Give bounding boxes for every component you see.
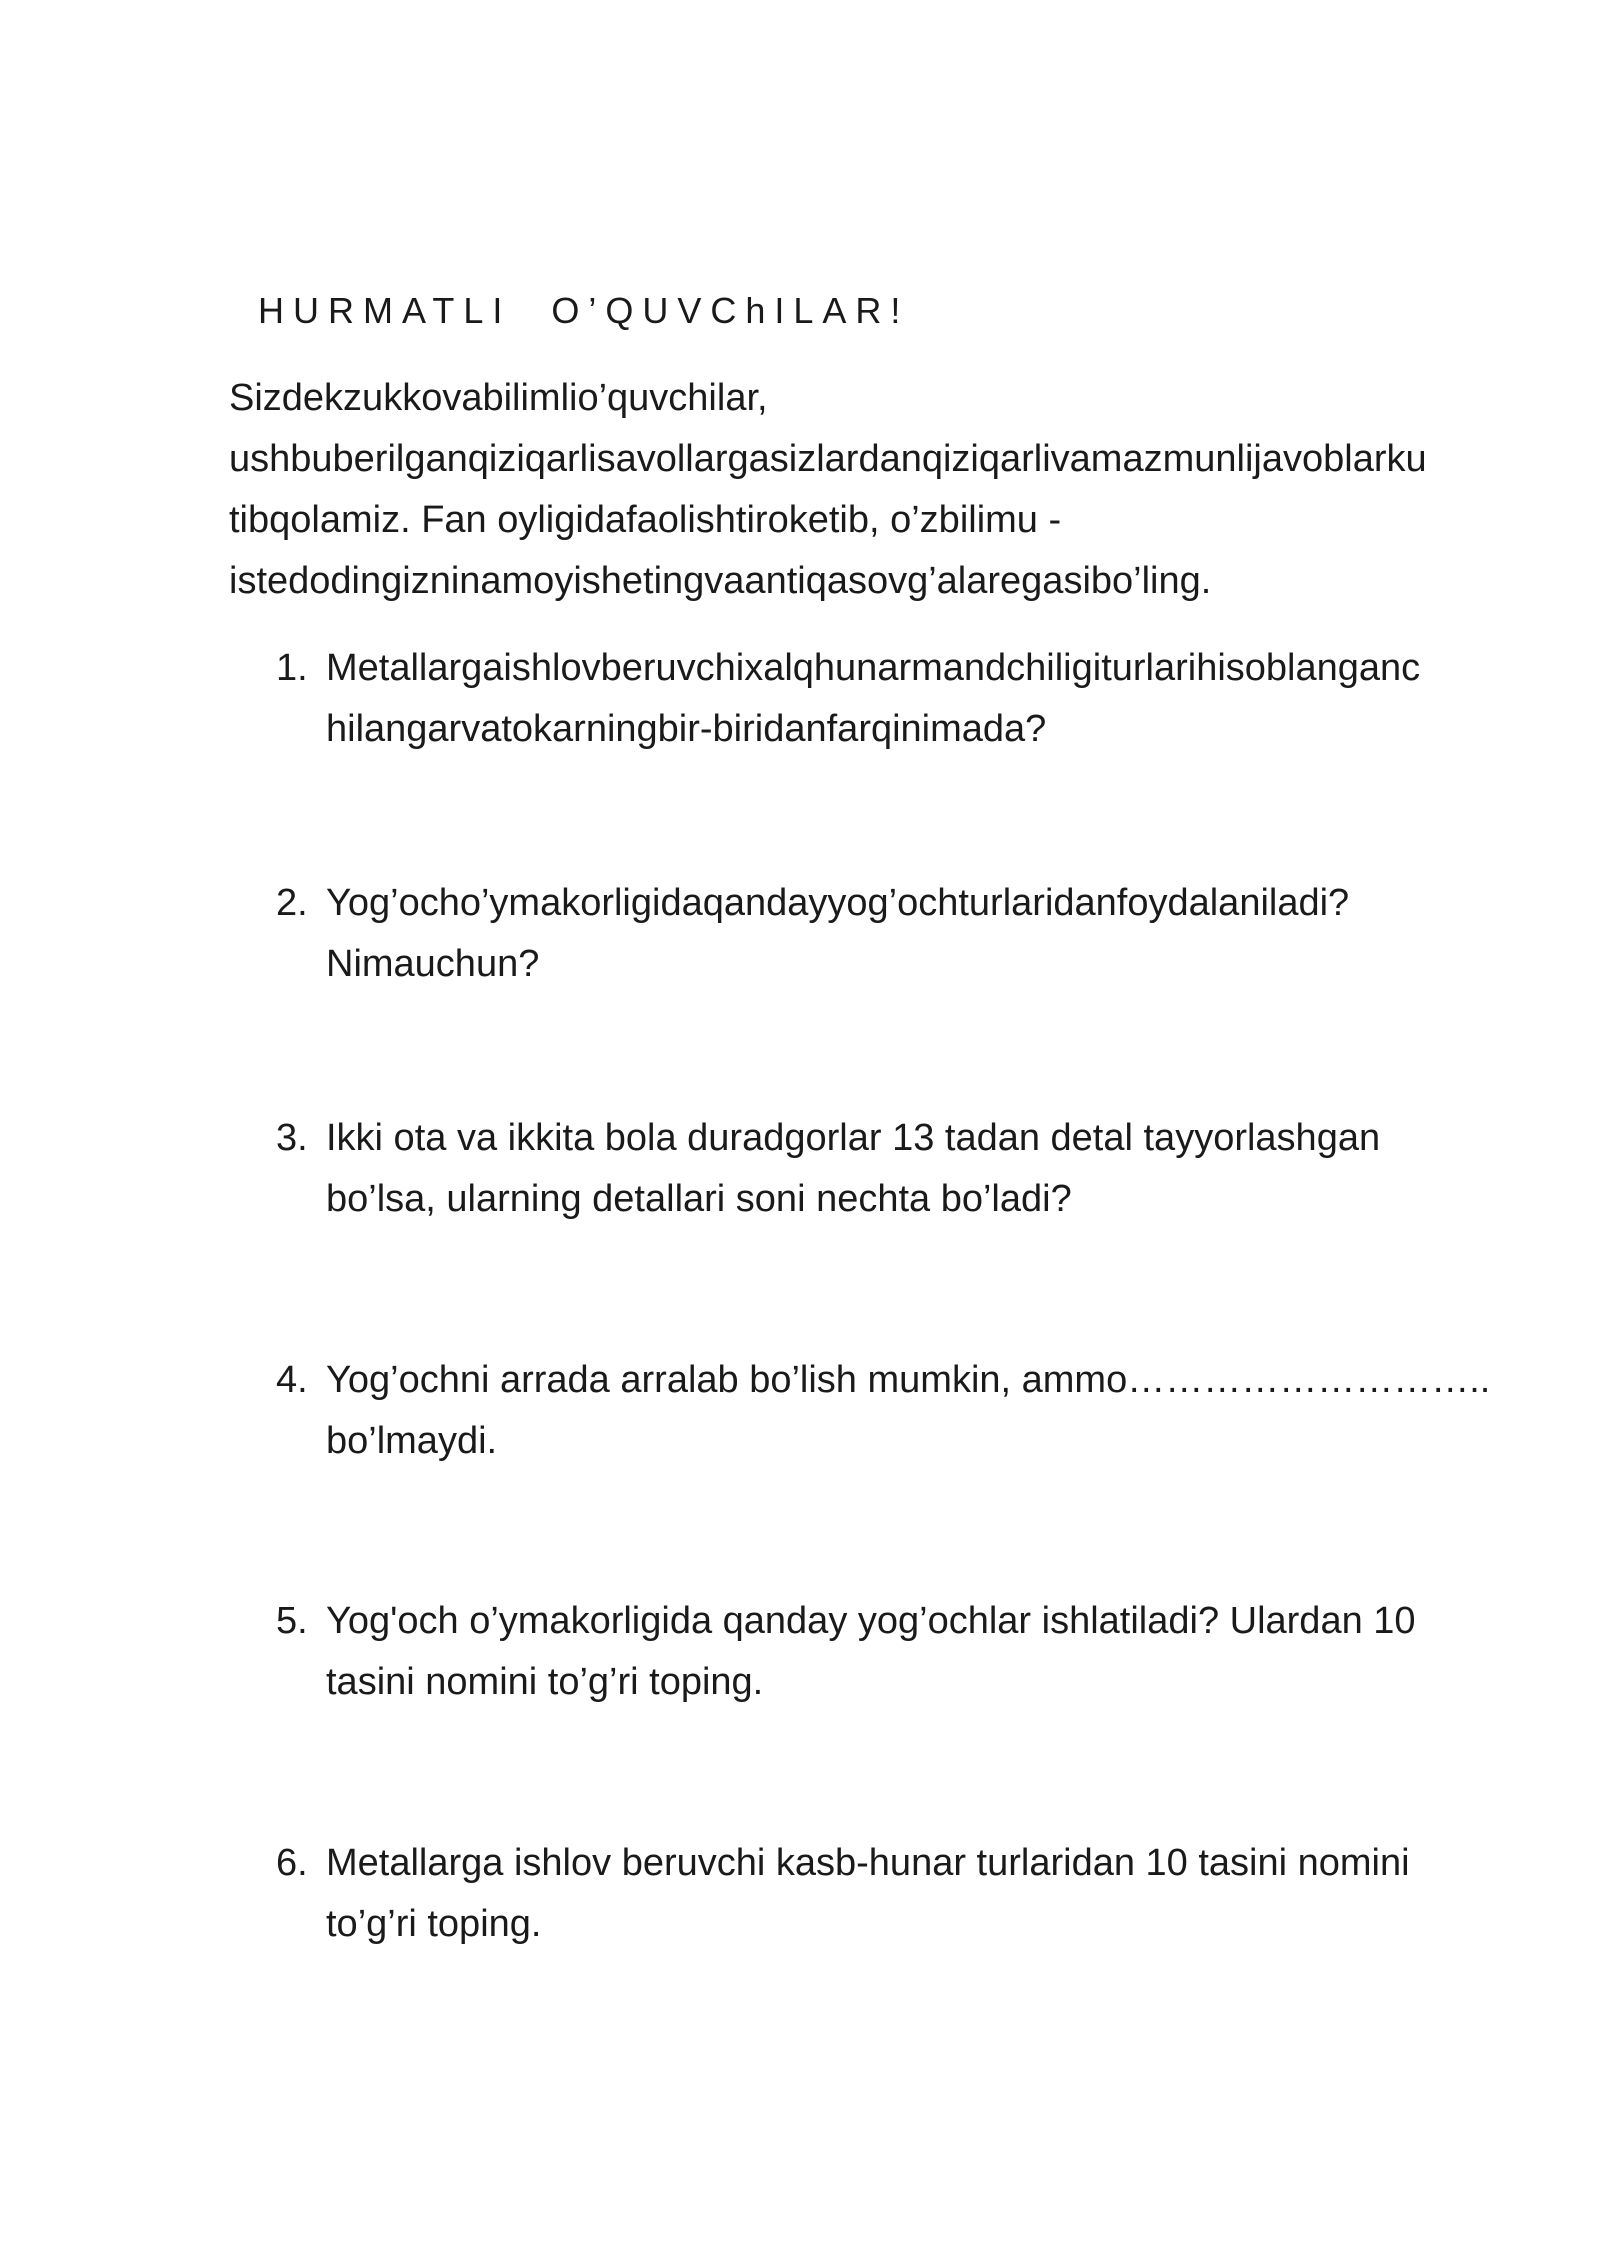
intro-line: tibqolamiz. Fan oyligidafaolishtiroketib, o’zbilimu - (229, 499, 1062, 541)
heading-word-1: HURMATLI (258, 290, 512, 331)
question-line: hilangarvatokarningbir-biridanfarqinimada? (326, 708, 1047, 750)
question-line: Yog'och o’ymakorligida qanday yog’ochlar ishlatiladi? Ulardan 10 (326, 1600, 1416, 1642)
question-line: bo’lsa, ularning detallari soni nechta bo’ladi? (326, 1178, 1072, 1220)
question-number: 5. (276, 1600, 308, 1642)
heading-word-2: O’QUVChILAR! (551, 290, 910, 331)
question-text (326, 1350, 1490, 1472)
intro-paragraph (229, 368, 1489, 612)
question-number: 2. (276, 882, 308, 924)
question-number: 1. (276, 647, 308, 689)
intro-line: ushbuberilganqiziqarlisavollargasizlardanqiziqarlivamazmunlijavoblarku (229, 438, 1427, 480)
question-line: bo’lmaydi. (326, 1420, 498, 1462)
question-line: Metallarga ishlov beruvchi kasb-hunar turlaridan 10 tasini nomini (326, 1842, 1410, 1884)
question-text (326, 1591, 1416, 1713)
question-line: Metallargaishlovberuvchixalqhunarmandchiligiturlarihisoblanganc (326, 647, 1421, 689)
page-heading (258, 290, 909, 332)
question-line: Ikki ota va ikkita bola duradgorlar 13 tadan detal tayyorlashgan (326, 1117, 1381, 1159)
question-line: to’g’ri toping. (326, 1903, 542, 1945)
intro-line: Sizdekzukkovabilimlio’quvchilar, (229, 377, 768, 419)
question-number: 6. (276, 1842, 308, 1884)
question-text (326, 1108, 1380, 1230)
question-line: Yog’ocho’ymakorligidaqandayyog’ochturlaridanfoydalaniladi? (326, 882, 1350, 924)
question-line: Nimauchun? (326, 943, 540, 985)
question-line: Yog’ochni arrada arralab bo’lish mumkin, ammo……………………….. (326, 1359, 1491, 1401)
question-line: tasini nomini to’g’ri toping. (326, 1661, 764, 1703)
question-text (326, 873, 1349, 995)
question-text (326, 1833, 1410, 1955)
question-number: 4. (276, 1359, 308, 1401)
intro-line: istedodingizninamoyishetingvaantiqasovg’alaregasibo’ling. (229, 560, 1212, 602)
question-text (326, 638, 1420, 760)
question-number: 3. (276, 1117, 308, 1159)
